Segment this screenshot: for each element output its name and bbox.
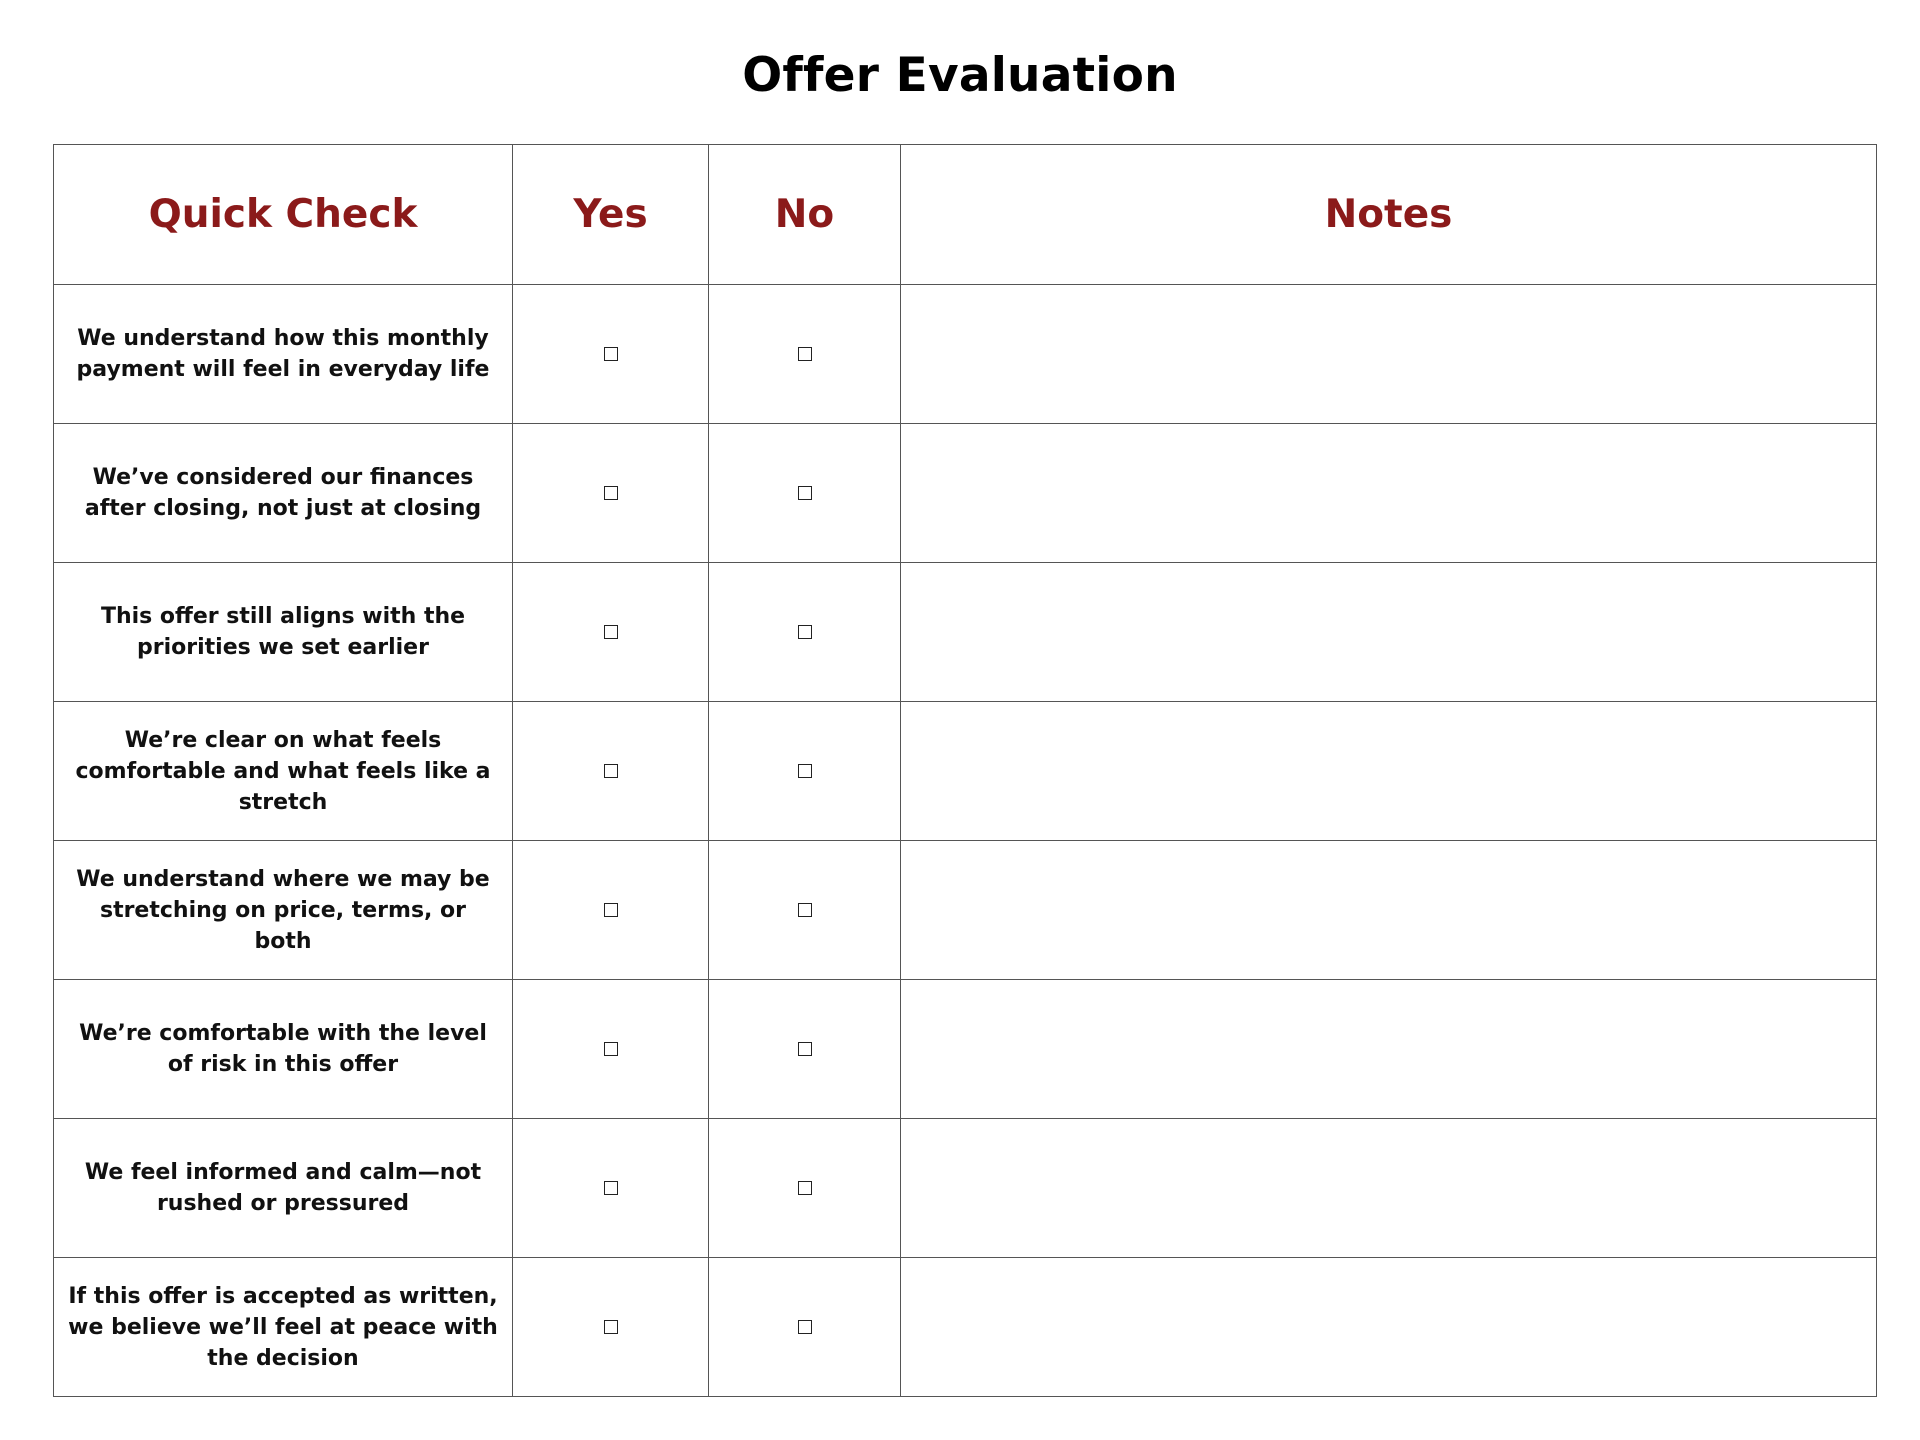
notes-cell[interactable] [901,980,1877,1119]
quick-check-cell [54,285,513,424]
table-row [54,563,1877,702]
notes-header: Notes [901,145,1877,285]
yes-checkbox[interactable] [604,486,618,500]
no-checkbox[interactable] [798,903,812,917]
table-row [54,980,1877,1119]
table-header-row [54,145,1877,285]
yes-header: Yes [513,145,709,285]
no-header: No [709,145,901,285]
notes-cell[interactable] [901,424,1877,563]
no-cell [709,1258,901,1397]
table-row [54,702,1877,841]
yes-cell [513,1258,709,1397]
yes-checkbox[interactable] [604,1320,618,1334]
no-cell [709,1119,901,1258]
table-row [54,424,1877,563]
no-checkbox[interactable] [798,1320,812,1334]
table-row [54,285,1877,424]
no-cell [709,285,901,424]
yes-checkbox[interactable] [604,1181,618,1195]
offer-evaluation-table [53,144,1877,1397]
notes-cell[interactable] [901,702,1877,841]
no-cell [709,980,901,1119]
notes-cell[interactable] [901,285,1877,424]
quick-check-item-text: We understand where we may be stretching on price, terms, or both [76,866,490,954]
yes-checkbox[interactable] [604,764,618,778]
no-checkbox[interactable] [798,764,812,778]
yes-cell [513,424,709,563]
page-title: Offer Evaluation [742,48,1178,103]
no-checkbox[interactable] [798,486,812,500]
no-checkbox[interactable] [798,1042,812,1056]
yes-cell [513,1119,709,1258]
no-cell [709,702,901,841]
quick-check-item-text: This offer still aligns with the priorities we set earlier [100,604,466,660]
quick-check-cell [54,702,513,841]
no-cell [709,841,901,980]
notes-cell[interactable] [901,1119,1877,1258]
table-row [54,841,1877,980]
quick-check-cell [54,1258,513,1397]
quick-check-item-text: If this offer is accepted as written, we believe we’ll feel at peace with the decision [68,1283,498,1371]
quick-check-item-text: We’re clear on what feels comfortable and what feels like a stretch [75,727,491,815]
quick-check-item-text: We’ve considered our finances after closing, not just at closing [84,465,482,521]
offer-evaluation-table-container [53,144,1877,1397]
quick-check-item-text: We understand how this monthly payment will feel in everyday life [76,326,490,382]
no-checkbox[interactable] [798,347,812,361]
yes-checkbox[interactable] [604,347,618,361]
yes-cell [513,702,709,841]
quick-check-item-text: We’re comfortable with the level of risk in this offer [79,1021,487,1077]
quick-check-item-text: We feel informed and calm—not rushed or pressured [84,1160,482,1216]
notes-cell[interactable] [901,563,1877,702]
no-checkbox[interactable] [798,625,812,639]
notes-cell[interactable] [901,841,1877,980]
yes-checkbox[interactable] [604,903,618,917]
notes-cell[interactable] [901,1258,1877,1397]
quick-check-cell [54,1119,513,1258]
quick-check-cell [54,980,513,1119]
quick-check-cell [54,424,513,563]
yes-cell [513,980,709,1119]
yes-cell [513,285,709,424]
no-cell [709,424,901,563]
yes-checkbox[interactable] [604,625,618,639]
table-row [54,1119,1877,1258]
quick-check-cell [54,563,513,702]
no-checkbox[interactable] [798,1181,812,1195]
no-cell [709,563,901,702]
yes-cell [513,841,709,980]
quick-check-header: Quick Check [54,145,513,285]
yes-checkbox[interactable] [604,1042,618,1056]
quick-check-cell [54,841,513,980]
yes-cell [513,563,709,702]
table-row [54,1258,1877,1397]
